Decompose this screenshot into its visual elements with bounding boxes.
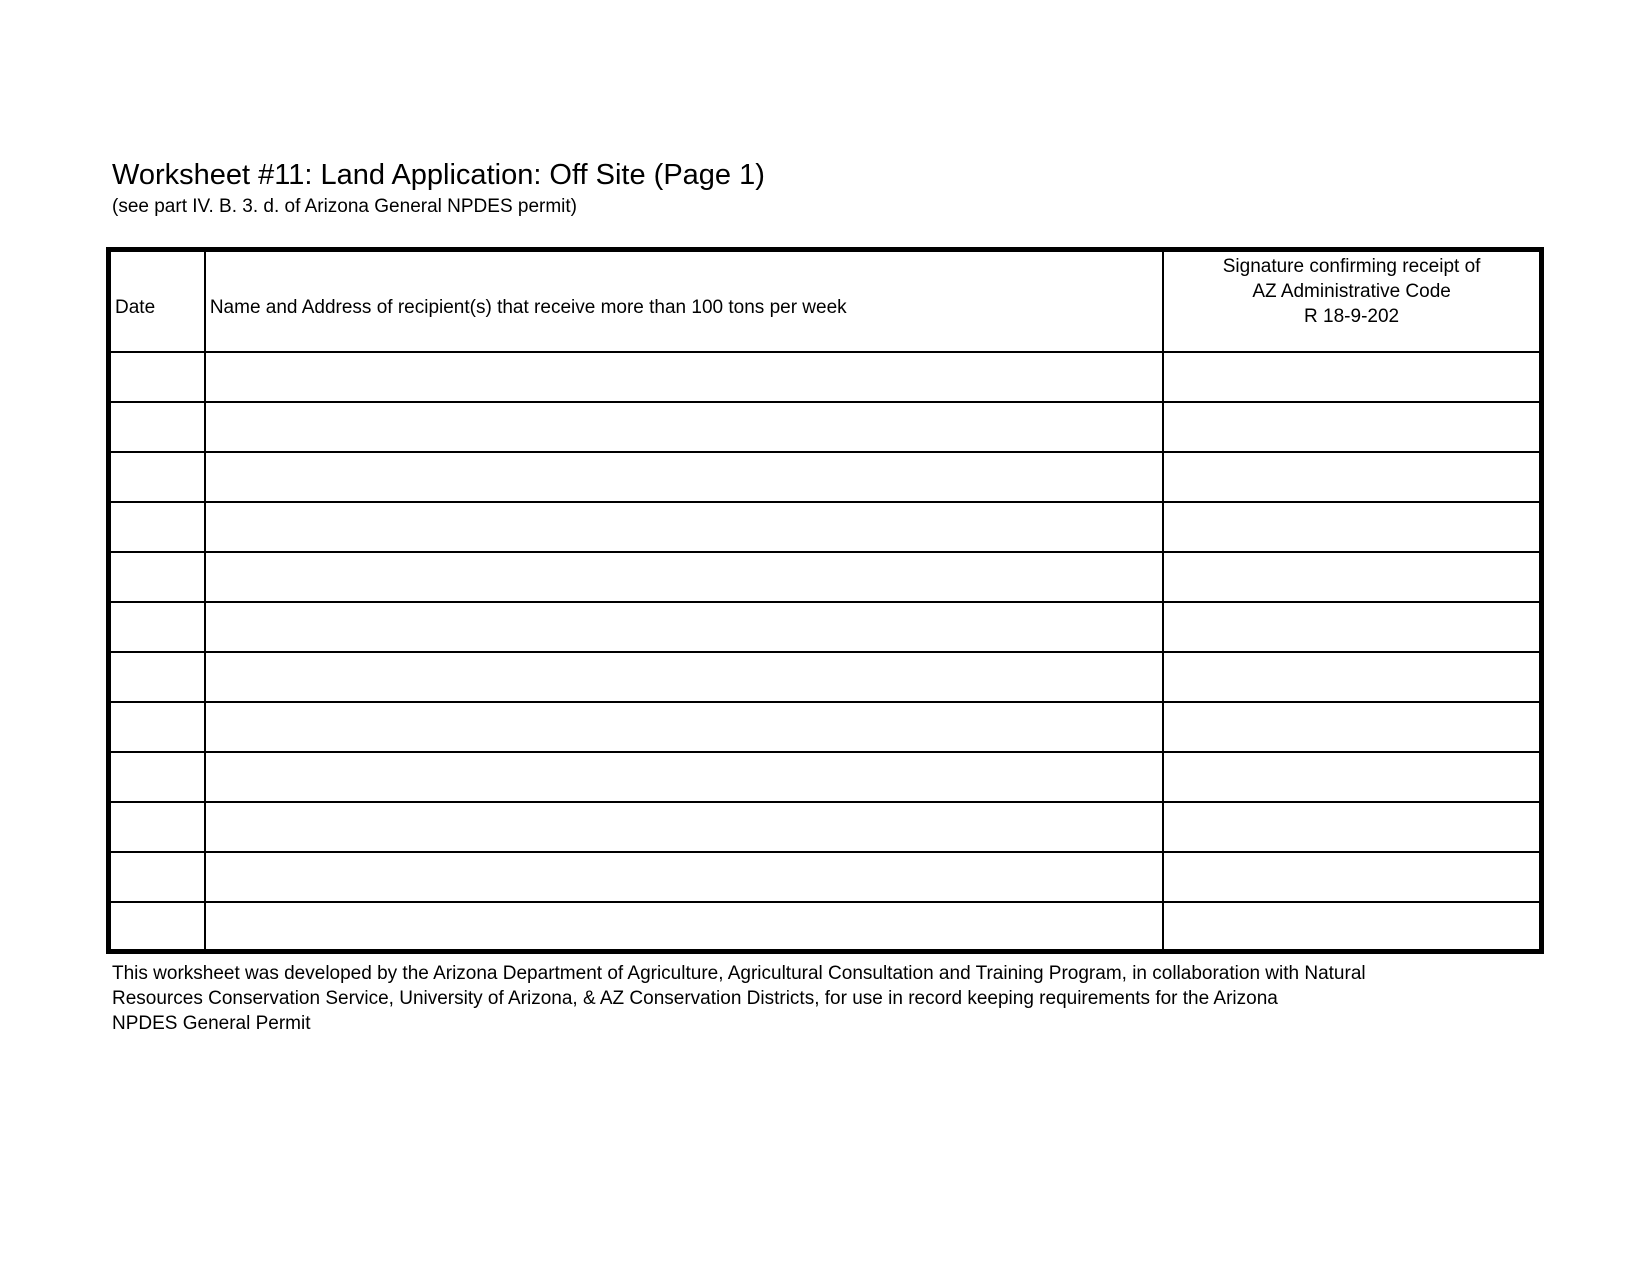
date-cell[interactable] xyxy=(109,552,205,602)
signature-cell[interactable] xyxy=(1163,552,1541,602)
signature-cell[interactable] xyxy=(1163,702,1541,752)
table-row xyxy=(109,502,1542,552)
name-address-cell[interactable] xyxy=(205,352,1163,402)
table-row xyxy=(109,902,1542,952)
name-address-cell[interactable] xyxy=(205,802,1163,852)
table-row xyxy=(109,602,1542,652)
date-cell[interactable] xyxy=(109,652,205,702)
footer-note xyxy=(112,961,1532,1036)
name-address-cell[interactable] xyxy=(205,652,1163,702)
date-cell[interactable] xyxy=(109,702,205,752)
table-row xyxy=(109,652,1542,702)
footer-line: NPDES General Permit xyxy=(112,1013,311,1034)
table-row xyxy=(109,552,1542,602)
signature-cell[interactable] xyxy=(1163,802,1541,852)
worksheet-subtitle: (see part IV. B. 3. d. of Arizona General NPDES permit) xyxy=(112,196,578,217)
table-body xyxy=(109,352,1542,952)
footer-line: This worksheet was developed by the Arizona Department of Agriculture, Agricultural Consultation and Training Program, in collaboration with Natural xyxy=(112,963,1366,984)
date-cell[interactable] xyxy=(109,452,205,502)
name-address-cell[interactable] xyxy=(205,452,1163,502)
column-header-signature xyxy=(1163,250,1541,352)
column-header-date: Date xyxy=(109,250,205,352)
date-cell[interactable] xyxy=(109,802,205,852)
signature-header-line: AZ Administrative Code xyxy=(1252,281,1451,302)
footer-line: Resources Conservation Service, University of Arizona, & AZ Conservation Districts, for use in record keeping requirements for the Arizona xyxy=(112,988,1278,1009)
table-row xyxy=(109,702,1542,752)
date-cell[interactable] xyxy=(109,902,205,952)
table-header-row xyxy=(109,250,1542,352)
name-address-cell[interactable] xyxy=(205,402,1163,452)
name-address-cell[interactable] xyxy=(205,752,1163,802)
date-cell[interactable] xyxy=(109,602,205,652)
name-address-cell[interactable] xyxy=(205,552,1163,602)
name-address-cell[interactable] xyxy=(205,602,1163,652)
signature-header-line: R 18-9-202 xyxy=(1304,306,1400,327)
recipient-log-table xyxy=(106,247,1544,954)
signature-cell[interactable] xyxy=(1163,752,1541,802)
signature-cell[interactable] xyxy=(1163,652,1541,702)
name-address-cell[interactable] xyxy=(205,902,1163,952)
signature-cell[interactable] xyxy=(1163,452,1541,502)
column-header-name-address: Name and Address of recipient(s) that receive more than 100 tons per week xyxy=(205,250,1163,352)
worksheet-title: Worksheet #11: Land Application: Off Site (Page 1) xyxy=(112,159,765,191)
signature-cell[interactable] xyxy=(1163,852,1541,902)
name-address-cell[interactable] xyxy=(205,852,1163,902)
signature-cell[interactable] xyxy=(1163,352,1541,402)
name-address-cell[interactable] xyxy=(205,502,1163,552)
signature-header-line: Signature confirming receipt of xyxy=(1222,256,1481,277)
signature-cell[interactable] xyxy=(1163,502,1541,552)
date-cell[interactable] xyxy=(109,502,205,552)
date-cell[interactable] xyxy=(109,752,205,802)
signature-cell[interactable] xyxy=(1163,902,1541,952)
table-row xyxy=(109,852,1542,902)
table-row xyxy=(109,452,1542,502)
date-cell[interactable] xyxy=(109,352,205,402)
signature-cell[interactable] xyxy=(1163,402,1541,452)
table-row xyxy=(109,802,1542,852)
table-row xyxy=(109,752,1542,802)
table-row xyxy=(109,352,1542,402)
signature-cell[interactable] xyxy=(1163,602,1541,652)
name-address-cell[interactable] xyxy=(205,702,1163,752)
date-cell[interactable] xyxy=(109,852,205,902)
date-cell[interactable] xyxy=(109,402,205,452)
table-row xyxy=(109,402,1542,452)
